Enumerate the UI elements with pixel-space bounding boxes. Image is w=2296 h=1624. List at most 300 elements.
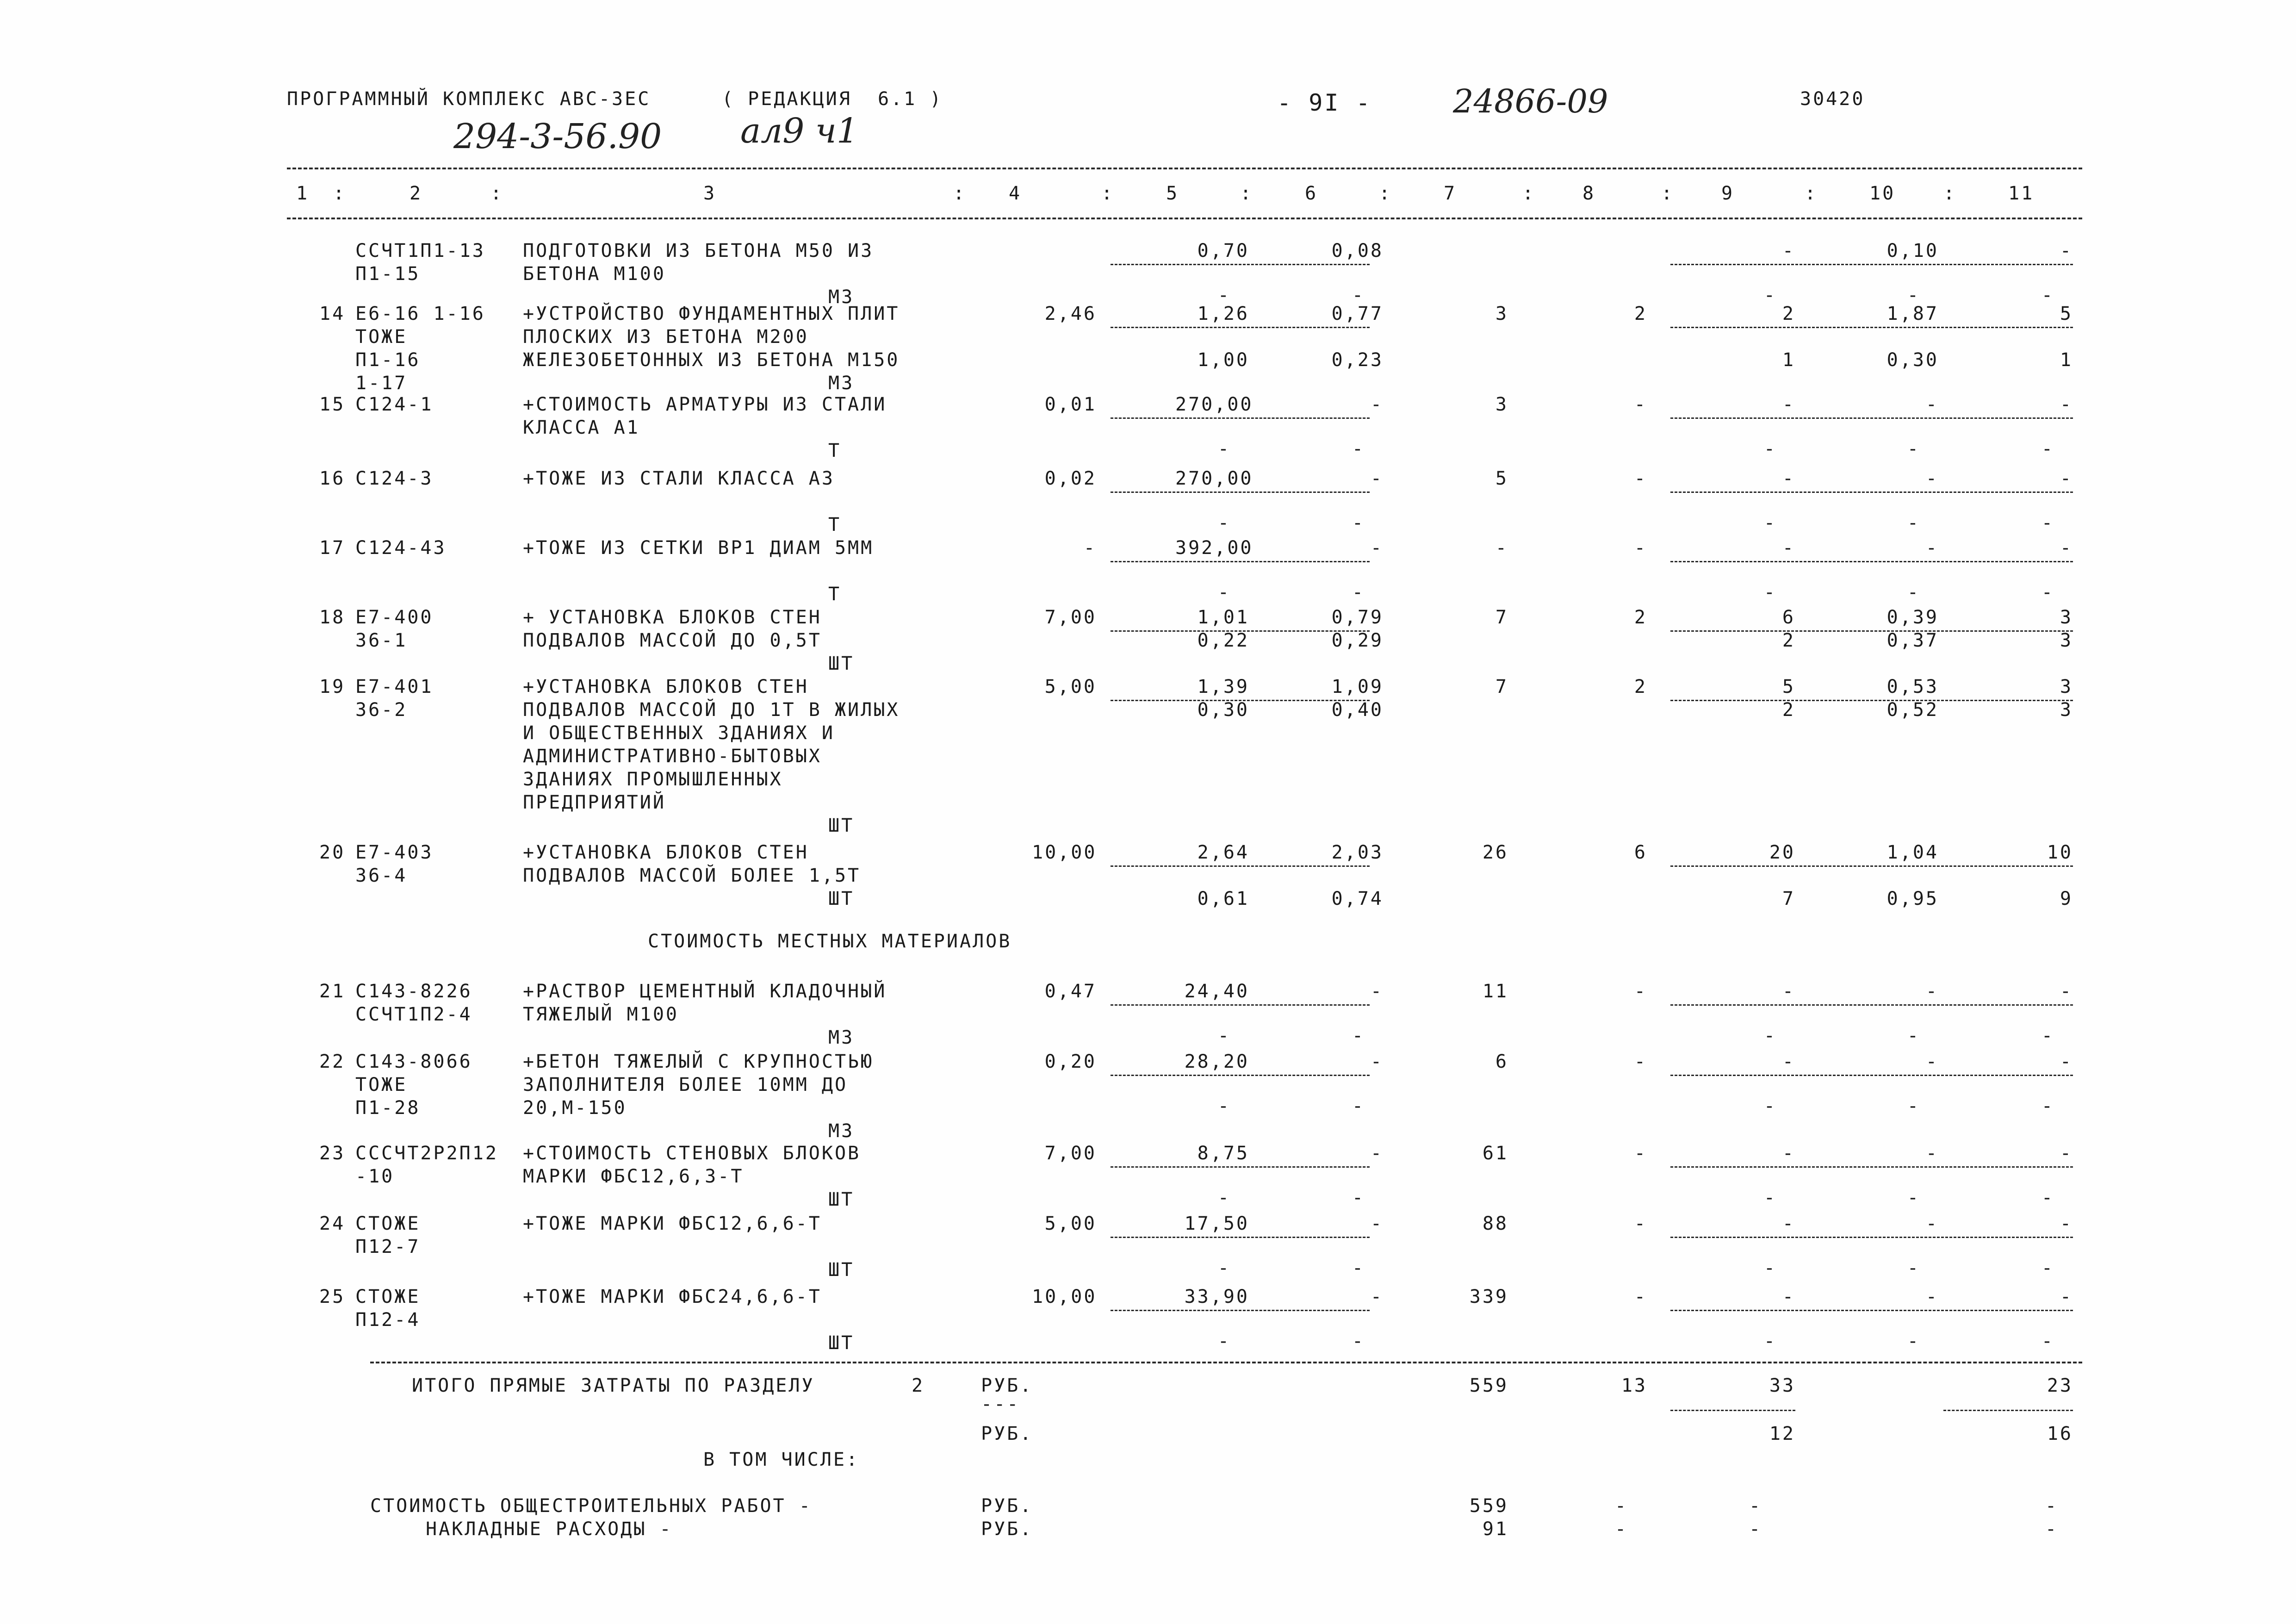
cell-c4: 0,20 — [1044, 1051, 1097, 1072]
cell-c10: 0,53 — [1886, 676, 1939, 697]
handwritten-project-number: 294-3-56.90 — [453, 117, 662, 156]
totals-c9: 33 — [1769, 1375, 1795, 1396]
rate-code: СТОЖЕ — [355, 1286, 421, 1307]
cell-c6: - — [1370, 1286, 1384, 1307]
cell-c9: 2 — [1782, 303, 1795, 324]
cell-c10: 1,87 — [1886, 303, 1939, 324]
column-header-4: 4 — [1009, 183, 1022, 204]
work-name: ПРЕДПРИЯТИЙ — [523, 792, 666, 813]
cell-c6: - — [1370, 1051, 1384, 1072]
cell-placeholder-dash: - — [2041, 1187, 2054, 1208]
cell-placeholder-dash: - — [1763, 1257, 1777, 1279]
cell-c9: 6 — [1782, 607, 1795, 628]
cell-c6: - — [1370, 1143, 1384, 1164]
column-header-2: 2 — [410, 183, 423, 204]
column-separator: : — [1943, 183, 1955, 204]
code-right: 30420 — [1800, 88, 1865, 110]
cell-c8: 2 — [1634, 303, 1647, 324]
cell-c9b: 1 — [1782, 349, 1795, 371]
cell-placeholder-dash: - — [2041, 285, 2054, 306]
cell-placeholder-dash: - — [1763, 438, 1777, 460]
general-works-c8: - — [1615, 1495, 1628, 1517]
work-name: ЗДАНИЯХ ПРОМЫШЛЕННЫХ — [523, 769, 783, 790]
cell-c11: 10 — [2047, 842, 2073, 863]
cell-placeholder-dash: - — [1763, 285, 1777, 306]
cell-c4: 7,00 — [1044, 1143, 1097, 1164]
row-rule — [1111, 1075, 1370, 1076]
cell-c10: - — [1925, 468, 1939, 489]
rate-code: П1-28 — [355, 1097, 421, 1119]
row-rule — [1670, 1004, 2073, 1006]
row-rule — [1670, 264, 2073, 265]
general-works-c7: 559 — [1469, 1495, 1508, 1517]
row-number: 15 — [319, 394, 346, 415]
edition-label: ( РЕДАКЦИЯ 6.1 ) — [722, 88, 943, 110]
totals-c8: 13 — [1621, 1375, 1647, 1396]
rate-code: ТОЖЕ — [355, 1074, 408, 1095]
cell-c6: 0,08 — [1331, 240, 1384, 261]
unit-label: Т — [828, 440, 842, 461]
work-name: + УСТАНОВКА БЛОКОВ СТЕН — [523, 607, 822, 628]
header-bottom-rule — [287, 218, 2082, 219]
cell-c7: 26 — [1482, 842, 1508, 863]
cell-placeholder-dash: - — [1352, 1095, 1365, 1117]
work-name: +УСТРОЙСТВО ФУНДАМЕНТНЫХ ПЛИТ — [523, 303, 900, 324]
cell-c10b: 0,37 — [1886, 630, 1939, 651]
cell-c8: 2 — [1634, 607, 1647, 628]
rate-code: С124-43 — [355, 537, 447, 559]
cell-c10: - — [1925, 537, 1939, 559]
cell-placeholder-dash: - — [1763, 1331, 1777, 1352]
cell-placeholder-dash: - — [1352, 1025, 1365, 1046]
cell-c10: 1,04 — [1886, 842, 1939, 863]
cell-c9b: 2 — [1782, 699, 1795, 721]
cell-c7: 88 — [1482, 1213, 1508, 1234]
cell-c4: 7,00 — [1044, 607, 1097, 628]
cell-placeholder-dash: - — [1352, 582, 1365, 603]
row-rule — [1670, 327, 2073, 328]
cell-c6: - — [1370, 537, 1384, 559]
cell-c5: 28,20 — [1184, 1051, 1249, 1072]
totals-c11-rule — [1943, 1410, 2073, 1411]
column-header-1: 1 — [296, 183, 310, 204]
cell-c6b: 0,74 — [1331, 888, 1384, 909]
cell-c9: - — [1782, 1286, 1795, 1307]
rate-code: -10 — [355, 1166, 395, 1187]
column-separator: : — [953, 183, 965, 204]
row-rule — [1111, 492, 1370, 493]
rate-code: СССЧТ2Р2П12 — [355, 1143, 498, 1164]
column-separator: : — [490, 183, 502, 204]
cell-c4: 10,00 — [1032, 1286, 1097, 1307]
rate-code: С124-1 — [355, 394, 434, 415]
totals-section-number: 2 — [912, 1375, 925, 1396]
overhead-rub: РУБ. — [981, 1518, 1033, 1540]
cell-c11: - — [2060, 981, 2073, 1002]
cell-placeholder-dash: - — [1763, 1095, 1777, 1117]
work-name: ЗАПОЛНИТЕЛЯ БОЛЕЕ 10ММ ДО — [523, 1074, 848, 1095]
cell-c8: - — [1634, 1143, 1647, 1164]
cell-placeholder-dash: - — [1763, 582, 1777, 603]
cell-c9: - — [1782, 394, 1795, 415]
cell-c6: - — [1370, 468, 1384, 489]
overhead-c9: - — [1749, 1518, 1762, 1540]
cell-c7: 5 — [1495, 468, 1508, 489]
cell-placeholder-dash: - — [1907, 512, 1920, 534]
work-name: +УСТАНОВКА БЛОКОВ СТЕН — [523, 676, 809, 697]
column-separator: : — [1661, 183, 1673, 204]
cell-c5: 24,40 — [1184, 981, 1249, 1002]
cell-c9: - — [1782, 1213, 1795, 1234]
cell-c11b: 1 — [2060, 349, 2073, 371]
cell-placeholder-dash: - — [1217, 1187, 1231, 1208]
cell-c10: - — [1925, 981, 1939, 1002]
unit-label: М3 — [828, 1027, 855, 1048]
work-name: +БЕТОН ТЯЖЕЛЫЙ С КРУПНОСТЬЮ — [523, 1051, 874, 1072]
overhead-c7: 91 — [1482, 1518, 1508, 1540]
cell-c7: 339 — [1469, 1286, 1508, 1307]
cell-c7: 3 — [1495, 303, 1508, 324]
cell-c11: - — [2060, 1143, 2073, 1164]
row-rule — [1111, 1237, 1370, 1238]
unit-label: Т — [828, 514, 842, 535]
row-rule — [1111, 264, 1370, 265]
cell-c6: 0,79 — [1331, 607, 1384, 628]
column-header-8: 8 — [1582, 183, 1596, 204]
cell-placeholder-dash: - — [1907, 582, 1920, 603]
row-rule — [1111, 1166, 1370, 1168]
cell-c11b: 9 — [2060, 888, 2073, 909]
totals-rub: РУБ. — [981, 1375, 1033, 1396]
cell-c10b: 0,95 — [1886, 888, 1939, 909]
row-rule — [1111, 417, 1370, 419]
row-number: 17 — [319, 537, 346, 559]
cell-c9: - — [1782, 1051, 1795, 1072]
cell-c6: 1,09 — [1331, 676, 1384, 697]
totals-c11: 23 — [2047, 1375, 2073, 1396]
rate-code: 36-2 — [355, 699, 408, 721]
work-name: +ТОЖЕ ИЗ СЕТКИ ВР1 ДИАМ 5ММ — [523, 537, 874, 559]
cell-placeholder-dash: - — [2041, 438, 2054, 460]
cell-c5: 33,90 — [1184, 1286, 1249, 1307]
cell-c11: - — [2060, 1286, 2073, 1307]
handwritten-album: ал9 ч1 — [740, 111, 858, 151]
cell-c5: 0,70 — [1197, 240, 1249, 261]
cell-c11: 5 — [2060, 303, 2073, 324]
cell-placeholder-dash: - — [1907, 438, 1920, 460]
cell-c11: 3 — [2060, 607, 2073, 628]
cell-c5: 270,00 — [1175, 394, 1253, 415]
cell-placeholder-dash: - — [1217, 582, 1231, 603]
cell-placeholder-dash: - — [1217, 1331, 1231, 1352]
column-separator: : — [1522, 183, 1534, 204]
cell-c7: 7 — [1495, 607, 1508, 628]
cell-placeholder-dash: - — [1352, 1187, 1365, 1208]
row-number: 25 — [319, 1286, 346, 1307]
cell-placeholder-dash: - — [1217, 1095, 1231, 1117]
rate-code: П1-16 — [355, 349, 421, 371]
row-number: 23 — [319, 1143, 346, 1164]
row-number: 14 — [319, 303, 346, 324]
handwritten-doc-code: 24866-09 — [1453, 82, 1608, 120]
cell-c5: 1,01 — [1197, 607, 1249, 628]
row-rule — [1111, 561, 1370, 562]
totals-rub-dash: --- — [981, 1394, 1020, 1415]
totals-c9-rule — [1670, 1410, 1795, 1411]
cell-c11: - — [2060, 1051, 2073, 1072]
row-rule — [1670, 1237, 2073, 1238]
section-heading: СТОИМОСТЬ МЕСТНЫХ МАТЕРИАЛОВ — [648, 931, 1012, 952]
work-name: ЖЕЛЕЗОБЕТОННЫХ ИЗ БЕТОНА М150 — [523, 349, 900, 371]
general-works-c11: - — [2045, 1495, 2059, 1517]
unit-label: ШТ — [828, 815, 855, 836]
cell-c6b: 0,40 — [1331, 699, 1384, 721]
column-header-9: 9 — [1721, 183, 1735, 204]
work-name: МАРКИ ФБС12,6,3-Т — [523, 1166, 744, 1187]
row-rule — [1670, 417, 2073, 419]
cell-placeholder-dash: - — [1217, 1257, 1231, 1279]
cell-c8: - — [1634, 981, 1647, 1002]
rate-code: СТОЖЕ — [355, 1213, 421, 1234]
cell-c10: - — [1925, 394, 1939, 415]
column-header-7: 7 — [1444, 183, 1457, 204]
cell-c8: - — [1634, 1051, 1647, 1072]
cell-c7: 7 — [1495, 676, 1508, 697]
work-name: АДМИНИСТРАТИВНО-БЫТОВЫХ — [523, 746, 822, 767]
rate-code: Е7-401 — [355, 676, 434, 697]
cell-c11b: 3 — [2060, 630, 2073, 651]
cell-placeholder-dash: - — [1763, 1025, 1777, 1046]
row-number: 18 — [319, 607, 346, 628]
cell-c8: - — [1634, 468, 1647, 489]
rate-code: С124-3 — [355, 468, 434, 489]
cell-c4: 0,02 — [1044, 468, 1097, 489]
row-rule — [1670, 561, 2073, 562]
work-name: ПОДГОТОВКИ ИЗ БЕТОНА М50 ИЗ — [523, 240, 874, 261]
column-header-3: 3 — [703, 183, 717, 204]
unit-label: М3 — [828, 373, 855, 394]
rate-code: 36-4 — [355, 865, 408, 886]
work-name: БЕТОНА М100 — [523, 263, 666, 285]
cell-c4: 2,46 — [1044, 303, 1097, 324]
program-title: ПРОГРАММНЫЙ КОМПЛЕКС АВС-3ЕС — [287, 88, 651, 110]
rate-code: Е6-16 1-16 — [355, 303, 485, 324]
unit-label: ШТ — [828, 888, 855, 909]
work-name: +РАСТВОР ЦЕМЕНТНЫЙ КЛАДОЧНЫЙ — [523, 981, 887, 1002]
overhead-c8: - — [1615, 1518, 1628, 1540]
cell-placeholder-dash: - — [1217, 438, 1231, 460]
overhead-label: НАКЛАДНЫЕ РАСХОДЫ - — [426, 1518, 673, 1540]
unit-label: М3 — [828, 286, 855, 308]
cell-c8: - — [1634, 1213, 1647, 1234]
cell-placeholder-dash: - — [2041, 1257, 2054, 1279]
cell-c5b: 0,61 — [1197, 888, 1249, 909]
work-name: ПОДВАЛОВ МАССОЙ БОЛЕЕ 1,5Т — [523, 865, 861, 886]
rate-code: П12-4 — [355, 1309, 421, 1331]
cell-c10: 0,39 — [1886, 607, 1939, 628]
totals-c9b: 12 — [1769, 1423, 1795, 1444]
column-separator: : — [1101, 183, 1113, 204]
cell-placeholder-dash: - — [1217, 285, 1231, 306]
work-name: +СТОИМОСТЬ СТЕНОВЫХ БЛОКОВ — [523, 1143, 861, 1164]
column-separator: : — [1379, 183, 1390, 204]
cell-c10b: 0,30 — [1886, 349, 1939, 371]
cell-c11: - — [2060, 1213, 2073, 1234]
cell-c6: - — [1370, 1213, 1384, 1234]
row-rule — [1111, 1310, 1370, 1311]
cell-c5b: 1,00 — [1197, 349, 1249, 371]
cell-c7: 3 — [1495, 394, 1508, 415]
cell-placeholder-dash: - — [1352, 438, 1365, 460]
cell-c5: 17,50 — [1184, 1213, 1249, 1234]
row-number: 24 — [319, 1213, 346, 1234]
cell-c9: - — [1782, 1143, 1795, 1164]
row-number: 21 — [319, 981, 346, 1002]
rate-code: Е7-400 — [355, 607, 434, 628]
cell-placeholder-dash: - — [1352, 512, 1365, 534]
cell-c4: 0,47 — [1044, 981, 1097, 1002]
cell-placeholder-dash: - — [1907, 1187, 1920, 1208]
unit-label: ШТ — [828, 653, 855, 674]
row-rule — [1670, 1166, 2073, 1168]
cell-c9: - — [1782, 981, 1795, 1002]
rate-code: ССЧТ1П1-13 — [355, 240, 485, 261]
cell-c5: 392,00 — [1175, 537, 1253, 559]
cell-placeholder-dash: - — [1763, 1187, 1777, 1208]
cell-c10: - — [1925, 1286, 1939, 1307]
cell-c8: 2 — [1634, 676, 1647, 697]
row-number: 22 — [319, 1051, 346, 1072]
cell-placeholder-dash: - — [1352, 1257, 1365, 1279]
cell-c4: 10,00 — [1032, 842, 1097, 863]
cell-c4: 5,00 — [1044, 1213, 1097, 1234]
rate-code: С143-8066 — [355, 1051, 472, 1072]
row-number: 20 — [319, 842, 346, 863]
cell-placeholder-dash: - — [1907, 1095, 1920, 1117]
cell-placeholder-dash: - — [1352, 1331, 1365, 1352]
cell-c9: 5 — [1782, 676, 1795, 697]
cell-c10: 0,10 — [1886, 240, 1939, 261]
cell-c7: - — [1495, 537, 1508, 559]
work-name: И ОБЩЕСТВЕННЫХ ЗДАНИЯХ И — [523, 722, 835, 744]
cell-c5: 1,26 — [1197, 303, 1249, 324]
row-number: 19 — [319, 676, 346, 697]
totals-top-rule — [370, 1362, 2082, 1363]
cell-c6: 2,03 — [1331, 842, 1384, 863]
cell-placeholder-dash: - — [2041, 582, 2054, 603]
overhead-c11: - — [2045, 1518, 2059, 1540]
work-name: +УСТАНОВКА БЛОКОВ СТЕН — [523, 842, 809, 863]
cell-placeholder-dash: - — [2041, 1095, 2054, 1117]
cell-c10: - — [1925, 1051, 1939, 1072]
header-top-rule — [287, 168, 2082, 169]
rate-code: П12-7 — [355, 1236, 421, 1257]
cell-c8: - — [1634, 394, 1647, 415]
work-name: ПЛОСКИХ ИЗ БЕТОНА М200 — [523, 326, 809, 348]
rate-code: ТОЖЕ — [355, 326, 408, 348]
cell-c7: 11 — [1482, 981, 1508, 1002]
cell-c6b: 0,29 — [1331, 630, 1384, 651]
unit-label: ШТ — [828, 1189, 855, 1210]
cell-c9b: 7 — [1782, 888, 1795, 909]
general-works-label: СТОИМОСТЬ ОБЩЕСТРОИТЕЛЬНЫХ РАБОТ - — [370, 1495, 812, 1517]
cell-placeholder-dash: - — [1352, 285, 1365, 306]
work-name: +СТОИМОСТЬ АРМАТУРЫ ИЗ СТАЛИ — [523, 394, 887, 415]
column-separator: : — [1805, 183, 1816, 204]
page-number: - 9I - — [1277, 89, 1372, 116]
totals-c7: 559 — [1469, 1375, 1508, 1396]
totals-c11b: 16 — [2047, 1423, 2073, 1444]
cell-c10: - — [1925, 1213, 1939, 1234]
cell-placeholder-dash: - — [1907, 1257, 1920, 1279]
cell-c10b: 0,52 — [1886, 699, 1939, 721]
cell-c5: 1,39 — [1197, 676, 1249, 697]
cell-placeholder-dash: - — [1907, 285, 1920, 306]
cell-c5b: 0,22 — [1197, 630, 1249, 651]
column-header-10: 10 — [1869, 183, 1896, 204]
cell-c8: - — [1634, 537, 1647, 559]
rate-code: П1-15 — [355, 263, 421, 285]
cell-c11: - — [2060, 468, 2073, 489]
cell-c11b: 3 — [2060, 699, 2073, 721]
column-separator: : — [1240, 183, 1252, 204]
work-name: ПОДВАЛОВ МАССОЙ ДО 1Т В ЖИЛЫХ — [523, 699, 900, 721]
cell-placeholder-dash: - — [1217, 1025, 1231, 1046]
totals-rub-2: РУБ. — [981, 1423, 1033, 1444]
cell-c4: - — [1083, 537, 1097, 559]
cell-placeholder-dash: - — [1907, 1331, 1920, 1352]
work-name: +ТОЖЕ МАРКИ ФБС24,6,6-Т — [523, 1286, 822, 1307]
cell-c8: - — [1634, 1286, 1647, 1307]
cell-placeholder-dash: - — [2041, 1025, 2054, 1046]
cell-placeholder-dash: - — [2041, 1331, 2054, 1352]
totals-label: ИТОГО ПРЯМЫЕ ЗАТРАТЫ ПО РАЗДЕЛУ — [412, 1375, 815, 1396]
cell-c9: 20 — [1769, 842, 1795, 863]
column-header-11: 11 — [2008, 183, 2035, 204]
cell-c9b: 2 — [1782, 630, 1795, 651]
rate-code: 1-17 — [355, 373, 408, 394]
work-name: КЛАССА А1 — [523, 417, 640, 438]
cell-c5: 8,75 — [1197, 1143, 1249, 1164]
cell-c6: 0,77 — [1331, 303, 1384, 324]
unit-label: ШТ — [828, 1259, 855, 1281]
work-name: +ТОЖЕ ИЗ СТАЛИ КЛАССА А3 — [523, 468, 835, 489]
cell-placeholder-dash: - — [1907, 1025, 1920, 1046]
column-header-6: 6 — [1305, 183, 1318, 204]
rate-code: ССЧТ1П2-4 — [355, 1004, 472, 1025]
cell-placeholder-dash: - — [2041, 512, 2054, 534]
cell-c6: - — [1370, 394, 1384, 415]
cell-placeholder-dash: - — [1763, 512, 1777, 534]
cell-c6b: 0,23 — [1331, 349, 1384, 371]
unit-label: М3 — [828, 1120, 855, 1142]
row-rule — [1670, 865, 2073, 867]
cell-c6: - — [1370, 981, 1384, 1002]
cell-c9: - — [1782, 240, 1795, 261]
cell-c11: - — [2060, 394, 2073, 415]
work-name: ТЯЖЕЛЫЙ М100 — [523, 1004, 679, 1025]
general-works-rub: РУБ. — [981, 1495, 1033, 1517]
cell-c7: 61 — [1482, 1143, 1508, 1164]
cell-c9: - — [1782, 468, 1795, 489]
work-name: +ТОЖЕ МАРКИ ФБС12,6,6-Т — [523, 1213, 822, 1234]
cell-c5: 2,64 — [1197, 842, 1249, 863]
cell-c11: 3 — [2060, 676, 2073, 697]
row-rule — [1670, 492, 2073, 493]
rate-code: 36-1 — [355, 630, 408, 651]
cell-c5: 270,00 — [1175, 468, 1253, 489]
row-rule — [1111, 327, 1370, 328]
